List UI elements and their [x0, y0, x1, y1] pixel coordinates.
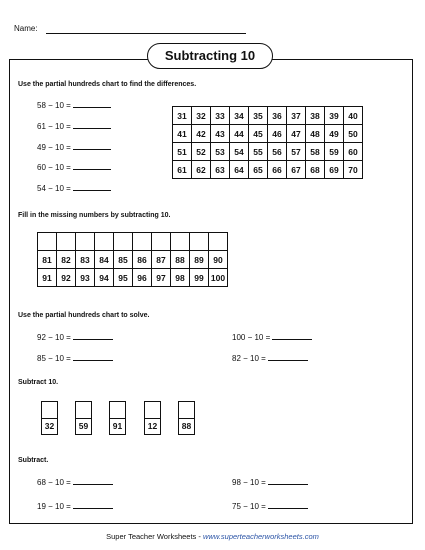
- subtract-box: [109, 401, 126, 435]
- answer-box[interactable]: [145, 402, 160, 419]
- problem-text: 61 − 10 =: [37, 122, 71, 131]
- chart-cell: 35: [249, 107, 268, 125]
- chart-cell: 92: [57, 269, 76, 287]
- chart-cell: 41: [173, 125, 192, 143]
- chart-blank-cell[interactable]: [114, 233, 133, 251]
- chart-blank-cell[interactable]: [171, 233, 190, 251]
- chart-cell: 43: [211, 125, 230, 143]
- chart-blank-cell[interactable]: [209, 233, 228, 251]
- chart-blank-cell[interactable]: [190, 233, 209, 251]
- problem-text: 58 − 10 =: [37, 101, 71, 110]
- footer-link[interactable]: www.superteacherworksheets.com: [202, 532, 319, 541]
- chart-cell: 83: [76, 251, 95, 269]
- chart-cell: 69: [325, 161, 344, 179]
- problem-text: 49 − 10 =: [37, 143, 71, 152]
- section1-instruction: Use the partial hundreds chart to find the differences.: [18, 81, 197, 88]
- chart-cell: 58: [306, 143, 325, 161]
- chart-cell: 99: [190, 269, 209, 287]
- problem-text: 68 − 10 =: [37, 478, 71, 487]
- chart-cell: 53: [211, 143, 230, 161]
- chart-cell: 93: [76, 269, 95, 287]
- chart-cell: 33: [211, 107, 230, 125]
- section3-instruction: Use the partial hundreds chart to solve.: [18, 312, 150, 319]
- problem-text: 60 − 10 =: [37, 163, 71, 172]
- chart-blank-cell[interactable]: [38, 233, 57, 251]
- box-number: 12: [147, 421, 158, 431]
- chart-cell: 48: [306, 125, 325, 143]
- chart-cell: 51: [173, 143, 192, 161]
- problem-text: 82 − 10 =: [232, 354, 266, 363]
- chart-cell: 84: [95, 251, 114, 269]
- answer-blank[interactable]: [73, 500, 113, 509]
- problem-text: 100 − 10 =: [232, 333, 271, 342]
- problem-text: 85 − 10 =: [37, 354, 71, 363]
- chart-cell: 63: [211, 161, 230, 179]
- problem-row: [37, 141, 111, 152]
- answer-blank[interactable]: [268, 476, 308, 485]
- answer-blank[interactable]: [73, 352, 113, 361]
- answer-blank[interactable]: [73, 182, 111, 191]
- chart-cell: 62: [192, 161, 211, 179]
- chart-cell: 67: [287, 161, 306, 179]
- chart-cell: 97: [152, 269, 171, 287]
- answer-blank[interactable]: [268, 352, 308, 361]
- chart-row: [173, 143, 363, 161]
- chart-cell: 94: [95, 269, 114, 287]
- answer-blank[interactable]: [73, 120, 111, 129]
- answer-blank[interactable]: [73, 141, 111, 150]
- answer-blank[interactable]: [272, 331, 312, 340]
- chart-cell: 47: [287, 125, 306, 143]
- chart-cell: 87: [152, 251, 171, 269]
- box-number: 32: [44, 421, 55, 431]
- chart-cell: 98: [171, 269, 190, 287]
- partial-hundreds-chart-31-70: [172, 106, 363, 179]
- problem-row: [37, 352, 113, 363]
- answer-box[interactable]: [179, 402, 194, 419]
- missing-numbers-chart: [37, 232, 228, 287]
- problem-row: [232, 500, 308, 511]
- chart-cell: 54: [230, 143, 249, 161]
- problem-row: [232, 331, 312, 342]
- chart-row: [38, 269, 228, 287]
- chart-blank-cell[interactable]: [133, 233, 152, 251]
- chart-cell: 31: [173, 107, 192, 125]
- chart-cell: 34: [230, 107, 249, 125]
- chart-cell: 66: [268, 161, 287, 179]
- chart-cell: 40: [344, 107, 363, 125]
- chart-row: [38, 251, 228, 269]
- answer-blank[interactable]: [268, 500, 308, 509]
- answer-blank[interactable]: [73, 331, 113, 340]
- section5-instruction: Subtract.: [18, 457, 49, 464]
- name-label: Name:: [14, 24, 38, 33]
- section4-instruction: Subtract 10.: [18, 379, 59, 386]
- problem-row: [37, 99, 111, 110]
- chart-cell: 61: [173, 161, 192, 179]
- chart-row: [38, 233, 228, 251]
- chart-blank-cell[interactable]: [152, 233, 171, 251]
- answer-blank[interactable]: [73, 161, 111, 170]
- chart-cell: 90: [209, 251, 228, 269]
- chart-cell: 60: [344, 143, 363, 161]
- chart-row: [173, 125, 363, 143]
- problem-row: [37, 331, 113, 342]
- chart-cell: 39: [325, 107, 344, 125]
- answer-blank[interactable]: [73, 99, 111, 108]
- footer-brand: Super Teacher Worksheets -: [106, 532, 203, 541]
- problem-row: [37, 120, 111, 131]
- chart-cell: 70: [344, 161, 363, 179]
- chart-cell: 52: [192, 143, 211, 161]
- problem-row: [37, 182, 111, 193]
- chart-cell: 57: [287, 143, 306, 161]
- chart-cell: 86: [133, 251, 152, 269]
- answer-box[interactable]: [42, 402, 57, 419]
- problem-row: [37, 476, 113, 487]
- name-line[interactable]: [46, 33, 246, 34]
- chart-cell: 50: [344, 125, 363, 143]
- problem-text: 75 − 10 =: [232, 502, 266, 511]
- chart-cell: 100: [209, 269, 228, 287]
- chart-cell: 42: [192, 125, 211, 143]
- box-number: 88: [181, 421, 192, 431]
- subtract-box: [178, 401, 195, 435]
- chart-cell: 49: [325, 125, 344, 143]
- worksheet-title: Subtracting 10: [147, 43, 273, 69]
- problem-text: 19 − 10 =: [37, 502, 71, 511]
- answer-blank[interactable]: [73, 476, 113, 485]
- subtract-box: [75, 401, 92, 435]
- problem-text: 98 − 10 =: [232, 478, 266, 487]
- chart-cell: 82: [57, 251, 76, 269]
- chart-cell: 45: [249, 125, 268, 143]
- chart-cell: 32: [192, 107, 211, 125]
- chart-cell: 44: [230, 125, 249, 143]
- chart-cell: 89: [190, 251, 209, 269]
- problem-row: [232, 476, 308, 487]
- problem-row: [232, 352, 308, 363]
- chart-cell: 55: [249, 143, 268, 161]
- answer-box[interactable]: [110, 402, 125, 419]
- chart-cell: 56: [268, 143, 287, 161]
- chart-cell: 46: [268, 125, 287, 143]
- chart-cell: 88: [171, 251, 190, 269]
- subtract-box: [41, 401, 58, 435]
- chart-cell: 68: [306, 161, 325, 179]
- chart-row: [173, 161, 363, 179]
- box-number: 91: [112, 421, 123, 431]
- chart-cell: 38: [306, 107, 325, 125]
- section2-instruction: Fill in the missing numbers by subtracting 10.: [18, 212, 171, 219]
- answer-box[interactable]: [76, 402, 91, 419]
- chart-cell: 85: [114, 251, 133, 269]
- chart-cell: 59: [325, 143, 344, 161]
- chart-cell: 64: [230, 161, 249, 179]
- chart-cell: 91: [38, 269, 57, 287]
- chart-cell: 37: [287, 107, 306, 125]
- footer: [0, 532, 425, 541]
- chart-cell: 96: [133, 269, 152, 287]
- chart-cell: 65: [249, 161, 268, 179]
- problem-text: 92 − 10 =: [37, 333, 71, 342]
- box-number: 59: [78, 421, 89, 431]
- chart-blank-cell[interactable]: [76, 233, 95, 251]
- chart-blank-cell[interactable]: [95, 233, 114, 251]
- subtract-box: [144, 401, 161, 435]
- problem-row: [37, 500, 113, 511]
- problem-row: [37, 161, 111, 172]
- problem-text: 54 − 10 =: [37, 184, 71, 193]
- chart-cell: 36: [268, 107, 287, 125]
- chart-row: [173, 107, 363, 125]
- chart-cell: 95: [114, 269, 133, 287]
- chart-cell: 81: [38, 251, 57, 269]
- chart-blank-cell[interactable]: [57, 233, 76, 251]
